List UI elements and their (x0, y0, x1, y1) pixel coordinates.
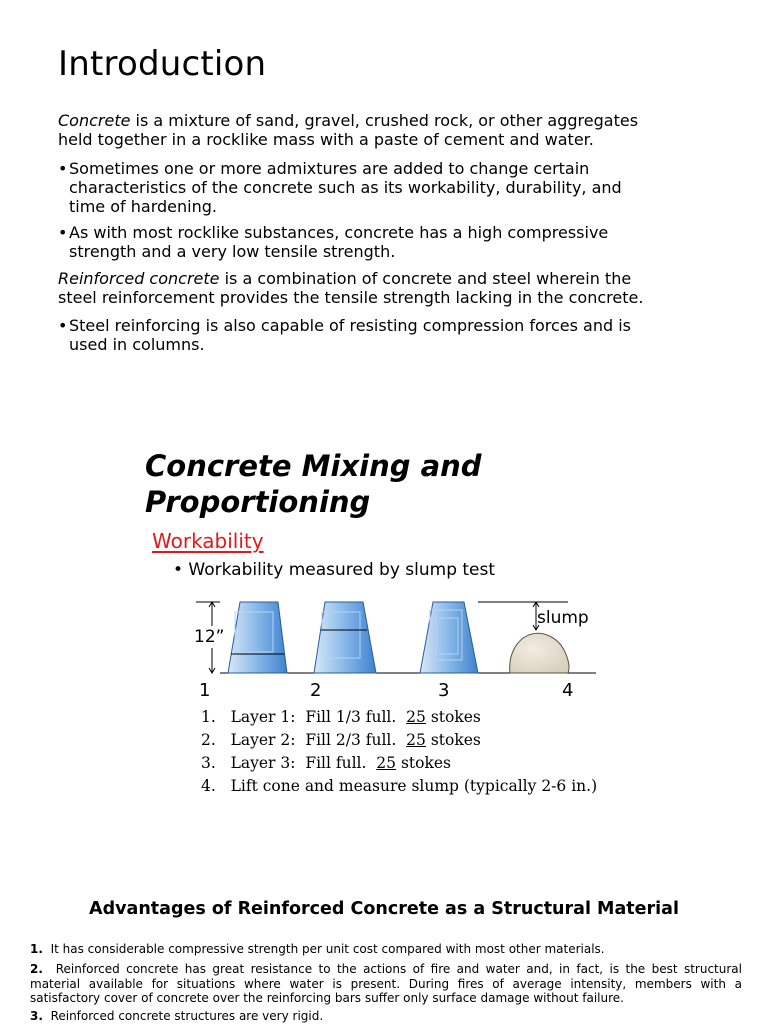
page-title: Introduction (58, 44, 267, 84)
section-title-advantages: Advantages of Reinforced Concrete as a Structural Material (89, 899, 679, 919)
section-title-mixing (145, 448, 585, 520)
step-number: 2. (201, 731, 216, 749)
advantage-number: 3. (30, 1009, 43, 1023)
advantage-1 (30, 942, 742, 957)
step-number: 3. (201, 754, 216, 772)
step-text: Layer 2: Fill 2/3 full. (230, 731, 407, 749)
advantage-text: Reinforced concrete structures are very rigid. (50, 1009, 324, 1023)
step-number: 4. (201, 777, 216, 795)
step-suffix: stokes (396, 754, 451, 772)
advantage-text: It has considerable compressive strength per unit cost compared with most other materials. (50, 942, 605, 956)
reinforced-definition (58, 269, 748, 307)
cone-number-1: 1 (199, 680, 211, 701)
step-suffix: stokes (425, 708, 481, 726)
cone-1 (228, 602, 287, 673)
stroke-count: 25 (376, 754, 397, 772)
step-text: Lift cone and measure slump (typically 2-6 in.) (230, 777, 598, 795)
step-suffix: stokes (425, 731, 481, 749)
advantage-3 (30, 1009, 742, 1024)
compressive-line2: strength and a very low tensile strength. (69, 242, 396, 261)
bullet-dot: • (58, 316, 68, 335)
cone-number-4: 4 (562, 680, 574, 701)
bullet-dot: • (58, 159, 68, 178)
step-text: Layer 3: Fill full. (230, 754, 377, 772)
steel-line2: used in columns. (69, 335, 205, 354)
slump-test-diagram (190, 594, 610, 678)
reinforced-def-line1: is a combination of concrete and steel wherein the (219, 269, 632, 288)
reinforced-def-line2: steel reinforcement provides the tensile strength lacking in the concrete. (58, 288, 644, 307)
cone-2 (314, 602, 376, 673)
height-label: 12” (194, 627, 225, 647)
concrete-definition (58, 111, 738, 149)
admixtures-line2: characteristics of the concrete such as its workability, durability, and (69, 178, 622, 197)
step-2 (201, 731, 481, 749)
advantage-number: 1. (30, 942, 43, 956)
advantage-2 (30, 962, 742, 1006)
stroke-count: 25 (406, 708, 426, 726)
advantage-text: Reinforced concrete has great resistance to the actions of fire and water and, in fact, is the best structural material available for situations where water is present. During fires of average intensity, members with a satisfactory cover of concrete over the reinforcing bars suffer only surface damage without failure. (30, 962, 742, 1005)
concrete-def-line1: is a mixture of sand, gravel, crushed rock, or other aggregates (130, 111, 639, 130)
bullet-compressive (58, 223, 749, 261)
advantage-number: 2. (30, 962, 43, 976)
admixtures-line1: Sometimes one or more admixtures are added to change certain (69, 159, 590, 178)
mixing-title-line2: Proportioning (145, 485, 371, 519)
bullet-admixtures (58, 159, 749, 216)
bullet-dot: • (58, 223, 68, 242)
bullet-steel (58, 316, 749, 354)
concrete-def-line2: held together in a rocklike mass with a paste of cement and water. (58, 130, 594, 149)
cone-number-2: 2 (310, 680, 322, 701)
admixtures-line3: time of hardening. (69, 197, 217, 216)
slumped-concrete (510, 633, 569, 673)
step-number: 1. (201, 708, 216, 726)
cone-number-3: 3 (438, 680, 450, 701)
slump-label: slump (537, 608, 589, 628)
step-text: Layer 1: Fill 1/3 full. (230, 708, 407, 726)
cone-3 (420, 602, 478, 673)
mixing-title-line1: Concrete Mixing and (145, 449, 482, 483)
compressive-line1: As with most rocklike substances, concrete has a high compressive (69, 223, 609, 242)
concrete-term: Concrete (58, 111, 131, 130)
reinforced-term: Reinforced concrete (58, 269, 220, 288)
workability-bullet: • Workability measured by slump test (173, 560, 496, 580)
workability-heading: Workability (152, 529, 264, 553)
step-1 (201, 708, 481, 726)
stroke-count: 25 (406, 731, 426, 749)
steel-line1: Steel reinforcing is also capable of resisting compression forces and is (69, 316, 632, 335)
step-3 (201, 754, 451, 772)
step-4 (201, 777, 597, 795)
